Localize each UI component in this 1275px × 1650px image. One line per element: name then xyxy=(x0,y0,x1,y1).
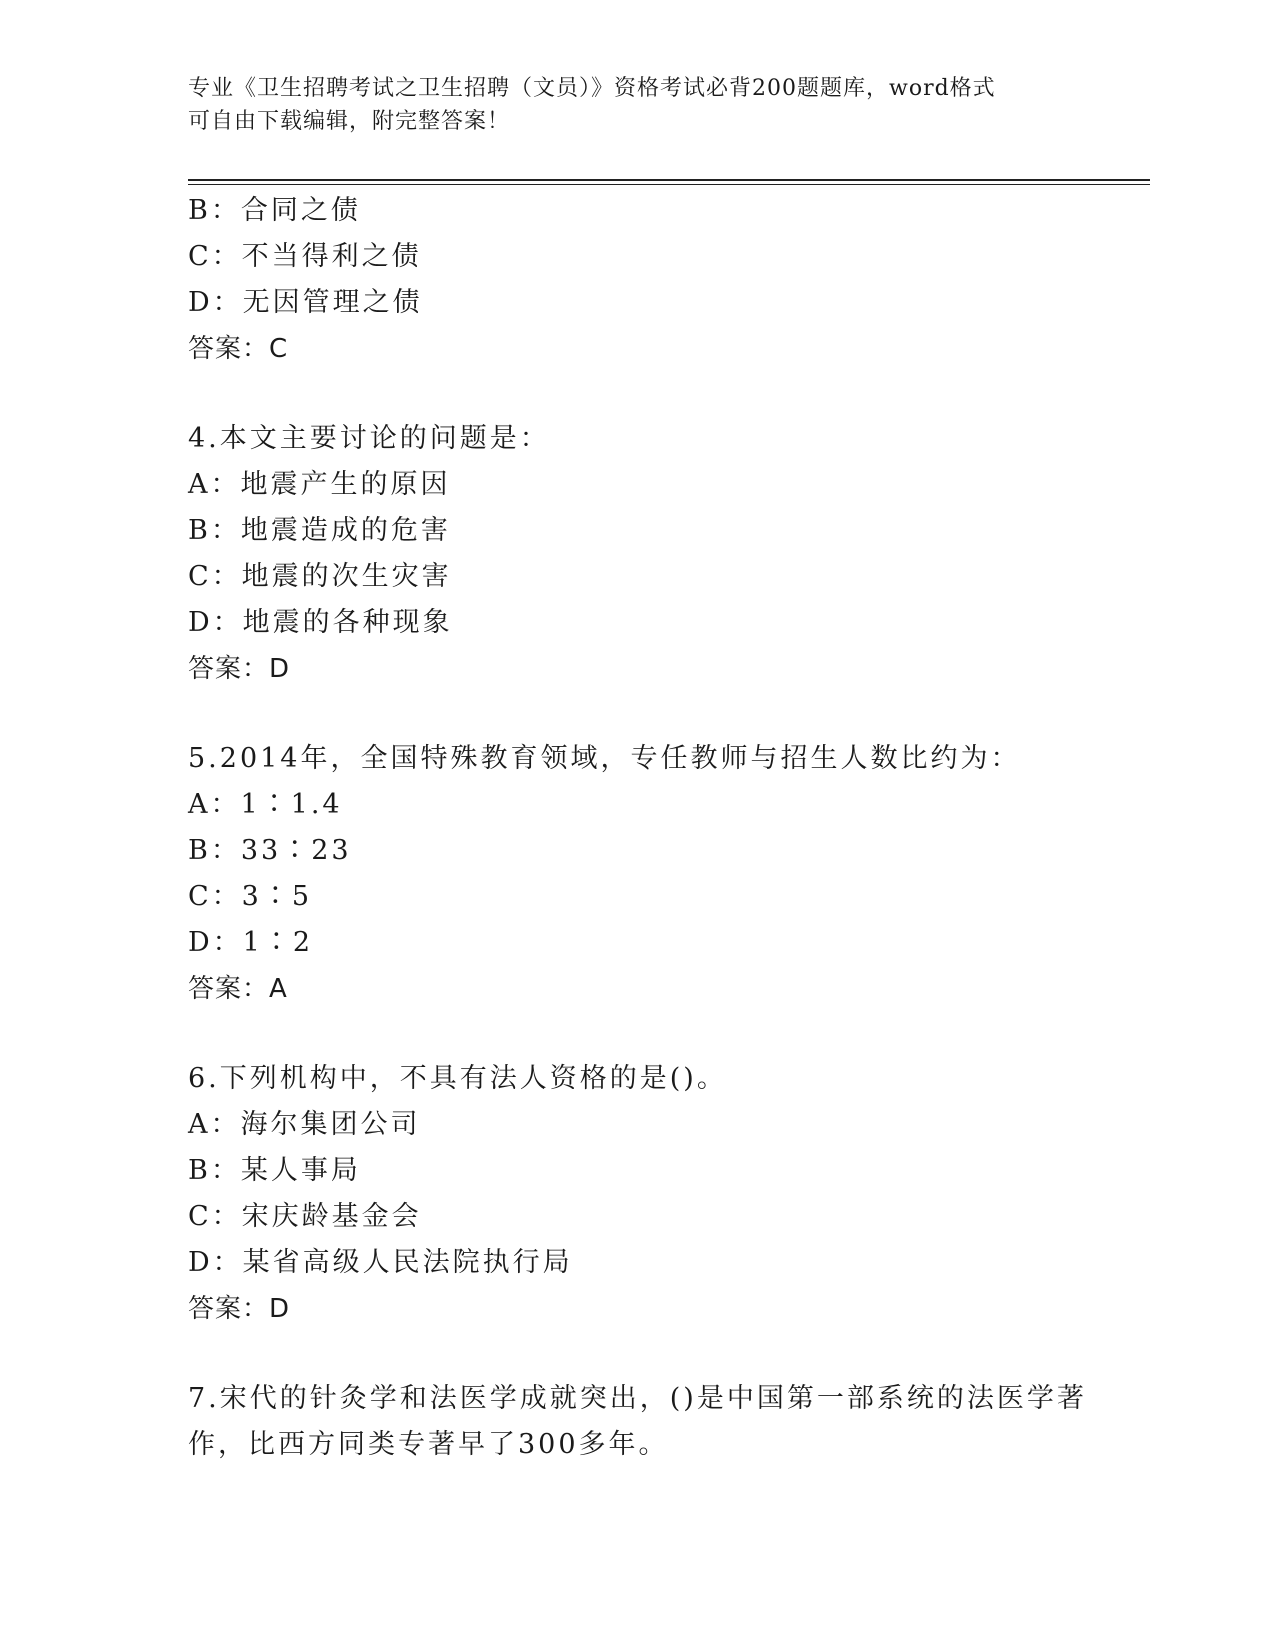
spacer xyxy=(188,692,1088,736)
option-a: A：地震产生的原因 xyxy=(188,469,451,500)
header-rule-thin xyxy=(188,184,1150,185)
question-stem: 4.本文主要讨论的问题是： xyxy=(188,423,550,454)
option-c: C：不当得利之债 xyxy=(188,241,422,272)
question-7 xyxy=(188,1376,1088,1468)
spacer xyxy=(188,372,1088,416)
option-d: D：1∶2 xyxy=(188,927,314,958)
question-4 xyxy=(188,416,1088,692)
option-d: D：地震的各种现象 xyxy=(188,607,453,638)
option-c: C：3∶5 xyxy=(188,881,313,912)
option-a: A：海尔集团公司 xyxy=(188,1109,421,1140)
option-d: D：某省高级人民法院执行局 xyxy=(188,1247,573,1278)
document-header xyxy=(188,72,1088,138)
option-d: D：无因管理之债 xyxy=(188,287,423,318)
answer-line: 答案：D xyxy=(188,654,291,684)
answer-line: 答案：D xyxy=(188,1294,291,1324)
question-stem: 6.下列机构中，不具有法人资格的是()。 xyxy=(188,1063,727,1094)
option-b: B：33∶23 xyxy=(188,835,352,866)
question-6 xyxy=(188,1056,1088,1332)
question-stem-line-1: 7.宋代的针灸学和法医学成就突出，()是中国第一部系统的法医学著 xyxy=(188,1383,1087,1414)
question-stem: 5.2014年，全国特殊教育领域，专任教师与招生人数比约为： xyxy=(188,743,1021,774)
option-c: C：宋庆龄基金会 xyxy=(188,1201,422,1232)
answer-line: 答案：A xyxy=(188,974,288,1004)
option-b: B：合同之债 xyxy=(188,195,361,226)
option-c: C：地震的次生灾害 xyxy=(188,561,452,592)
option-b: B：某人事局 xyxy=(188,1155,361,1186)
question-3 xyxy=(188,188,1088,372)
question-list xyxy=(188,188,1088,1468)
spacer xyxy=(188,1332,1088,1376)
header-line-2: 可自由下载编辑，附完整答案！ xyxy=(188,109,511,134)
header-rule-thick xyxy=(188,179,1150,181)
header-line-1: 专业《卫生招聘考试之卫生招聘（文员）》资格考试必背200题题库，word格式 xyxy=(188,76,996,101)
option-a: A：1∶1.4 xyxy=(188,789,343,820)
spacer xyxy=(188,1012,1088,1056)
question-stem-line-2: 作，比西方同类专著早了300多年。 xyxy=(188,1429,669,1460)
question-5 xyxy=(188,736,1088,1012)
option-b: B：地震造成的危害 xyxy=(188,515,451,546)
answer-line: 答案：C xyxy=(188,334,289,364)
